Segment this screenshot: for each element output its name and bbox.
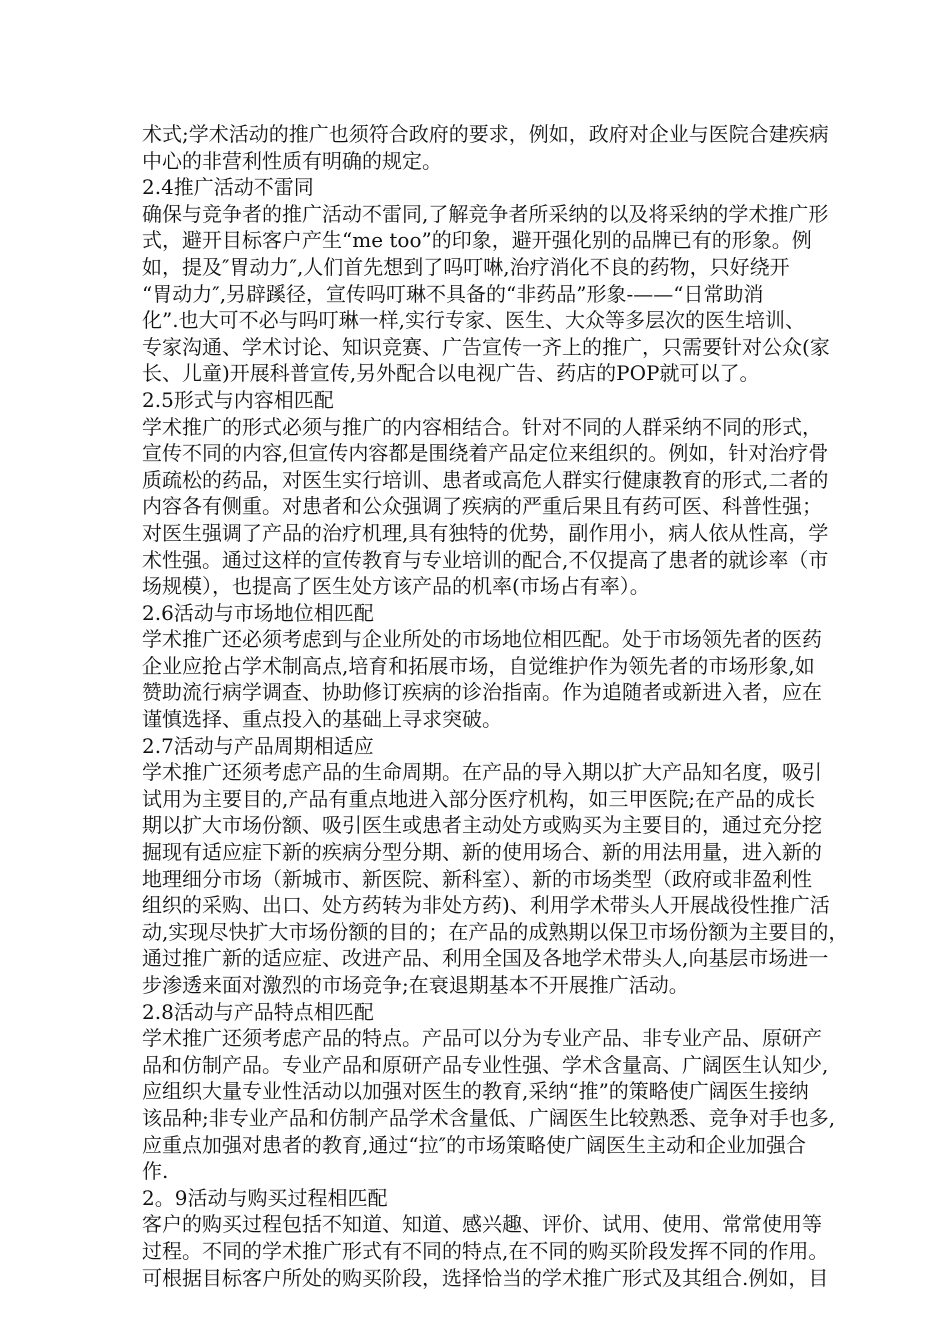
text-line: 应重点加强对患者的教育,通过“拉″的市场策略使广阔医生主动和企业加强合	[142, 1132, 807, 1157]
text-line: 学术推广还须考虑产品的生命周期。在产品的导入期以扩大产品知名度，吸引	[142, 760, 822, 785]
text-line: 化”.也大可不必与吗叮琳一样,实行专家、医生、大众等多层次的医生培训、	[142, 308, 805, 333]
section-heading: 2.8活动与产品特点相匹配	[142, 999, 374, 1024]
section-heading: 2.4推广活动不雷同	[142, 175, 314, 200]
section-heading: 2.7活动与产品周期相适应	[142, 733, 374, 758]
text-line: 学术推广还必须考虑到与企业所处的市场地位相匹配。处于市场领先者的医药	[142, 627, 822, 652]
text-line: 中心的非营利性质有明确的规定。	[142, 148, 442, 173]
text-line: 过程。不同的学术推广形式有不同的特点,在不同的购买阶段发挥不同的作用。	[142, 1238, 829, 1263]
text-line: 企业应抢占学术制高点,培育和拓展市场，自觉维护作为领先者的市场形象,如	[142, 653, 815, 678]
section-heading: 2.6活动与市场地位相匹配	[142, 600, 374, 625]
text-line: “胃动力″,另辟蹊径，宣传吗叮琳不具备的“非药品”形象-——“日常助消	[142, 281, 764, 306]
text-line: 长、儿童)开展科普宣传,另外配合以电视广告、药店的POP就可以了。	[142, 361, 760, 386]
text-line: 通过推广新的适应症、改进产品、利用全国及各地学术带头人,向基层市场进一	[142, 946, 829, 971]
text-line: 动,实现尽快扩大市场份额的目的；在产品的成熟期以保卫市场份额为主要目的，	[142, 919, 849, 944]
text-line: 可根据目标客户所处的购买阶段，选择恰当的学术推广形式及其组合.例如，目	[142, 1265, 829, 1290]
text-line: 学术推广还须考虑产品的特点。产品可以分为专业产品、非专业产品、原研产	[142, 1026, 822, 1051]
text-line: 客户的购买过程包括不知道、知道、感兴趣、评价、试用、使用、常常使用等	[142, 1212, 822, 1237]
section-heading: 2。9活动与购买过程相匹配	[142, 1185, 388, 1210]
text-line: 期以扩大市场份额、吸引医生或患者主动处方或购买为主要目的，通过充分挖	[142, 813, 822, 838]
text-line: 谨慎选择、重点投入的基础上寻求突破。	[142, 707, 502, 732]
text-line: 场规模），也提高了医生处方该产品的机率(市场占有率）。	[142, 574, 650, 599]
text-line: 应组织大量专业性活动以加强对医生的教育,采纳“推”的策略使广阔医生接纳	[142, 1079, 809, 1104]
text-line: 如，提及″胃动力″,人们首先想到了吗叮啉,治疗消化不良的药物，只好绕开	[142, 254, 790, 279]
text-line: 地理细分市场（新城市、新医院、新科室）、新的市场类型（政府或非盈利性	[142, 866, 812, 891]
text-line: 学术推广的形式必须与推广的内容相结合。针对不同的人群采纳不同的形式，	[142, 414, 822, 439]
text-line: 宣传不同的内容,但宣传内容都是围绕着产品定位来组织的。例如，针对治疗骨	[142, 441, 829, 466]
text-line: 品和仿制产品。专业产品和原研产品专业性强、学术含量高、广阔医生认知少,	[142, 1052, 829, 1077]
text-line: 确保与竞争者的推广活动不雷同,了解竞争者所采纳的以及将采纳的学术推广形	[142, 201, 829, 226]
text-line: 内容各有侧重。对患者和公众强调了疾病的严重后果且有药可医、科普性强；	[142, 494, 822, 519]
text-line: 术式;学术活动的推广也须符合政府的要求，例如，政府对企业与医院合建疾病	[142, 122, 829, 146]
document-body	[142, 121, 849, 1291]
text-line: 作.	[142, 1159, 169, 1184]
text-line: 该品种;非专业产品和仿制产品学术含量低、广阔医生比较熟悉、竞争对手也多,	[142, 1105, 836, 1130]
text-line: 式，避开目标客户产生“me too”的印象，避开强化别的品牌已有的形象。例	[142, 228, 812, 253]
text-line: 对医生强调了产品的治疗机理,具有独特的优势，副作用小，病人依从性高，学	[142, 520, 829, 545]
text-line: 质疏松的药品，对医生实行培训、患者或高危人群实行健康教育的形式,二者的	[142, 467, 829, 492]
text-line: 组织的采购、出口、处方药转为非处方药)、利用学术带头人开展战役性推广活	[142, 893, 830, 918]
text-line: 专家沟通、学术讨论、知识竞赛、广告宣传一齐上的推广，只需要针对公众(家	[142, 334, 830, 359]
text-line: 掘现有适应症下新的疾病分型分期、新的使用场合、新的用法用量，进入新的	[142, 840, 822, 865]
text-line: 术性强。通过这样的宣传教育与专业培训的配合,不仅提高了患者的就诊率（市	[142, 547, 829, 572]
text-line: 赞助流行病学调查、协助修订疾病的诊治指南。作为追随者或新进入者，应在	[142, 680, 822, 705]
text-line: 试用为主要目的,产品有重点地进入部分医疗机构，如三甲医院;在产品的成长	[142, 786, 816, 811]
section-heading: 2.5形式与内容相匹配	[142, 387, 334, 412]
text-line: 步渗透来面对激烈的市场竞争;在衰退期基本不开展推广活动。	[142, 973, 689, 997]
